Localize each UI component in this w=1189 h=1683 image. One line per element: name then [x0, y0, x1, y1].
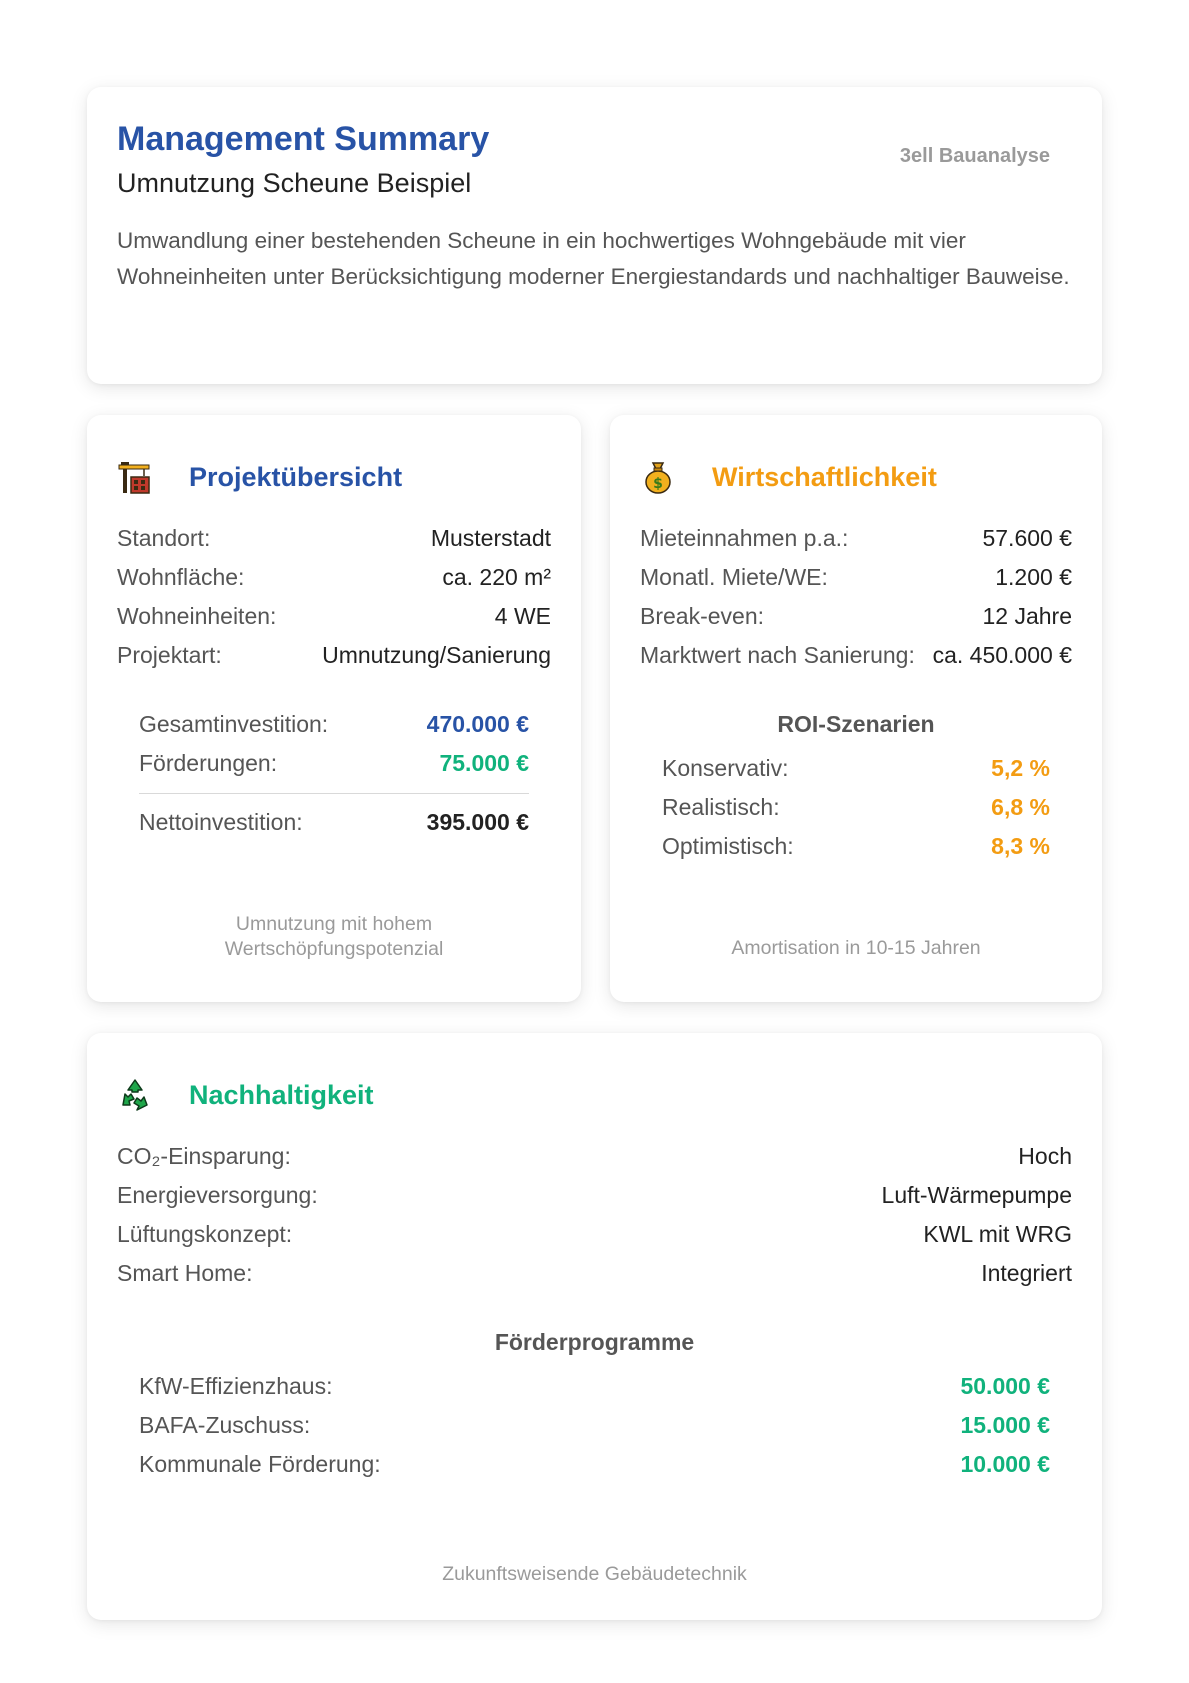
roi-scenarios	[662, 749, 1050, 866]
investment-funding-value: 75.000 €	[439, 750, 529, 776]
recycle-icon	[117, 1077, 153, 1113]
economics-card	[610, 415, 1102, 1002]
roi-heading: ROI-Szenarien	[777, 711, 935, 737]
funding-row-kfw	[139, 1367, 1050, 1406]
funding-row-bafa	[139, 1406, 1050, 1445]
row-value: ca. 450.000 €	[932, 642, 1072, 668]
row-label: Standort:	[117, 525, 211, 551]
row-value: Integriert	[981, 1260, 1072, 1286]
row-label: Gesamtinvestition:	[139, 711, 329, 737]
page-subtitle: Umnutzung Scheune Beispiel	[117, 168, 472, 198]
sustainability-section-header	[117, 1073, 1072, 1117]
funding-row-municipal	[139, 1445, 1050, 1484]
row-value: Luft-Wärmepumpe	[881, 1182, 1072, 1208]
construction-crane-icon	[117, 459, 153, 495]
row-label: CO₂-Einsparung:	[117, 1143, 291, 1169]
investment-net-value: 395.000 €	[426, 809, 529, 835]
row-label: Optimistisch:	[662, 833, 794, 859]
sustain-row-co2	[117, 1137, 1072, 1176]
row-label: Mieteinnahmen p.a.:	[640, 525, 849, 551]
summary-header-card	[87, 87, 1102, 384]
page-title: Management Summary	[117, 120, 490, 158]
row-label: KfW-Effizienzhaus:	[139, 1373, 333, 1399]
row-label: BAFA-Zuschuss:	[139, 1412, 311, 1438]
footnote-line: Umnutzung mit hohem	[235, 913, 433, 935]
row-value: ca. 220 m²	[442, 564, 551, 590]
row-value: 4 WE	[494, 603, 551, 629]
project-row-area	[117, 558, 551, 597]
project-section-title: Projektübersicht	[189, 461, 403, 492]
svg-text:$: $	[653, 476, 663, 492]
row-value: Umnutzung/Sanierung	[322, 642, 551, 668]
row-value: 15.000 €	[960, 1412, 1050, 1438]
investment-divider	[139, 793, 529, 794]
brand-label: 3ell Bauanalyse	[899, 145, 1050, 167]
row-label: Wohnfläche:	[117, 564, 245, 590]
money-bag-icon	[640, 459, 676, 495]
economics-section-title: Wirtschaftlichkeit	[712, 461, 937, 492]
investment-total-value: 470.000 €	[426, 711, 529, 737]
row-label: Marktwert nach Sanierung:	[640, 642, 915, 668]
row-value: 50.000 €	[960, 1373, 1050, 1399]
row-value: Musterstadt	[430, 525, 551, 551]
project-row-type	[117, 636, 551, 675]
project-footnote	[117, 912, 551, 962]
row-label: Kommunale Förderung:	[139, 1451, 381, 1477]
row-label: Break-even:	[640, 603, 765, 629]
sustainability-card	[87, 1033, 1102, 1620]
row-value: 1.200 €	[995, 564, 1072, 590]
row-value: 6,8 %	[991, 794, 1050, 820]
row-label: Projektart:	[117, 642, 222, 668]
row-label: Wohneinheiten:	[117, 603, 277, 629]
project-row-location	[117, 519, 551, 558]
row-label: Konservativ:	[662, 755, 789, 781]
sustain-row-ventilation	[117, 1215, 1072, 1254]
funding-programs-heading: Förderprogramme	[494, 1329, 695, 1355]
row-label: Förderungen:	[139, 750, 278, 776]
row-value: 12 Jahre	[982, 603, 1072, 629]
roi-row-conservative	[662, 749, 1050, 788]
economics-footnote: Amortisation in 10-15 Jahren	[731, 937, 981, 959]
row-label: Energieversorgung:	[117, 1182, 318, 1208]
row-label: Smart Home:	[117, 1260, 253, 1286]
econ-row-rent-annual	[640, 519, 1072, 558]
row-label: Realistisch:	[662, 794, 780, 820]
investment-net-row	[139, 803, 529, 842]
project-overview-card	[87, 415, 581, 1002]
row-label: Lüftungskonzept:	[117, 1221, 293, 1247]
investment-summary	[139, 705, 529, 842]
sustain-row-energy	[117, 1176, 1072, 1215]
econ-row-break-even	[640, 597, 1072, 636]
funding-programs	[139, 1367, 1050, 1484]
footnote-line: Wertschöpfungspotenzial	[224, 938, 444, 960]
row-label: Monatl. Miete/WE:	[640, 564, 828, 590]
row-value: Hoch	[1018, 1143, 1072, 1169]
sustainability-footnote: Zukunftsweisende Gebäudetechnik	[442, 1563, 747, 1585]
sustainability-section-title: Nachhaltigkeit	[189, 1079, 374, 1110]
row-value: 10.000 €	[960, 1451, 1050, 1477]
econ-row-market-value	[640, 636, 1072, 675]
row-value: 8,3 %	[991, 833, 1050, 859]
investment-funding-row	[139, 744, 529, 783]
project-row-units	[117, 597, 551, 636]
project-section-header	[117, 455, 551, 499]
project-description: Umwandlung einer bestehenden Scheune in ein hochwertiges Wohngebäude mit vier Wohneinheiten unter Berücksichtigung moderner Energiestandards und nachhaltiger Bauweise.	[117, 228, 1070, 289]
roi-row-optimistic	[662, 827, 1050, 866]
investment-total-row	[139, 705, 529, 744]
row-value: 5,2 %	[991, 755, 1050, 781]
econ-row-rent-monthly	[640, 558, 1072, 597]
roi-row-realistic	[662, 788, 1050, 827]
row-value: KWL mit WRG	[923, 1221, 1072, 1247]
economics-section-header	[640, 455, 1072, 499]
row-label: Nettoinvestition:	[139, 809, 303, 835]
sustain-row-smart-home	[117, 1254, 1072, 1293]
row-value: 57.600 €	[982, 525, 1072, 551]
